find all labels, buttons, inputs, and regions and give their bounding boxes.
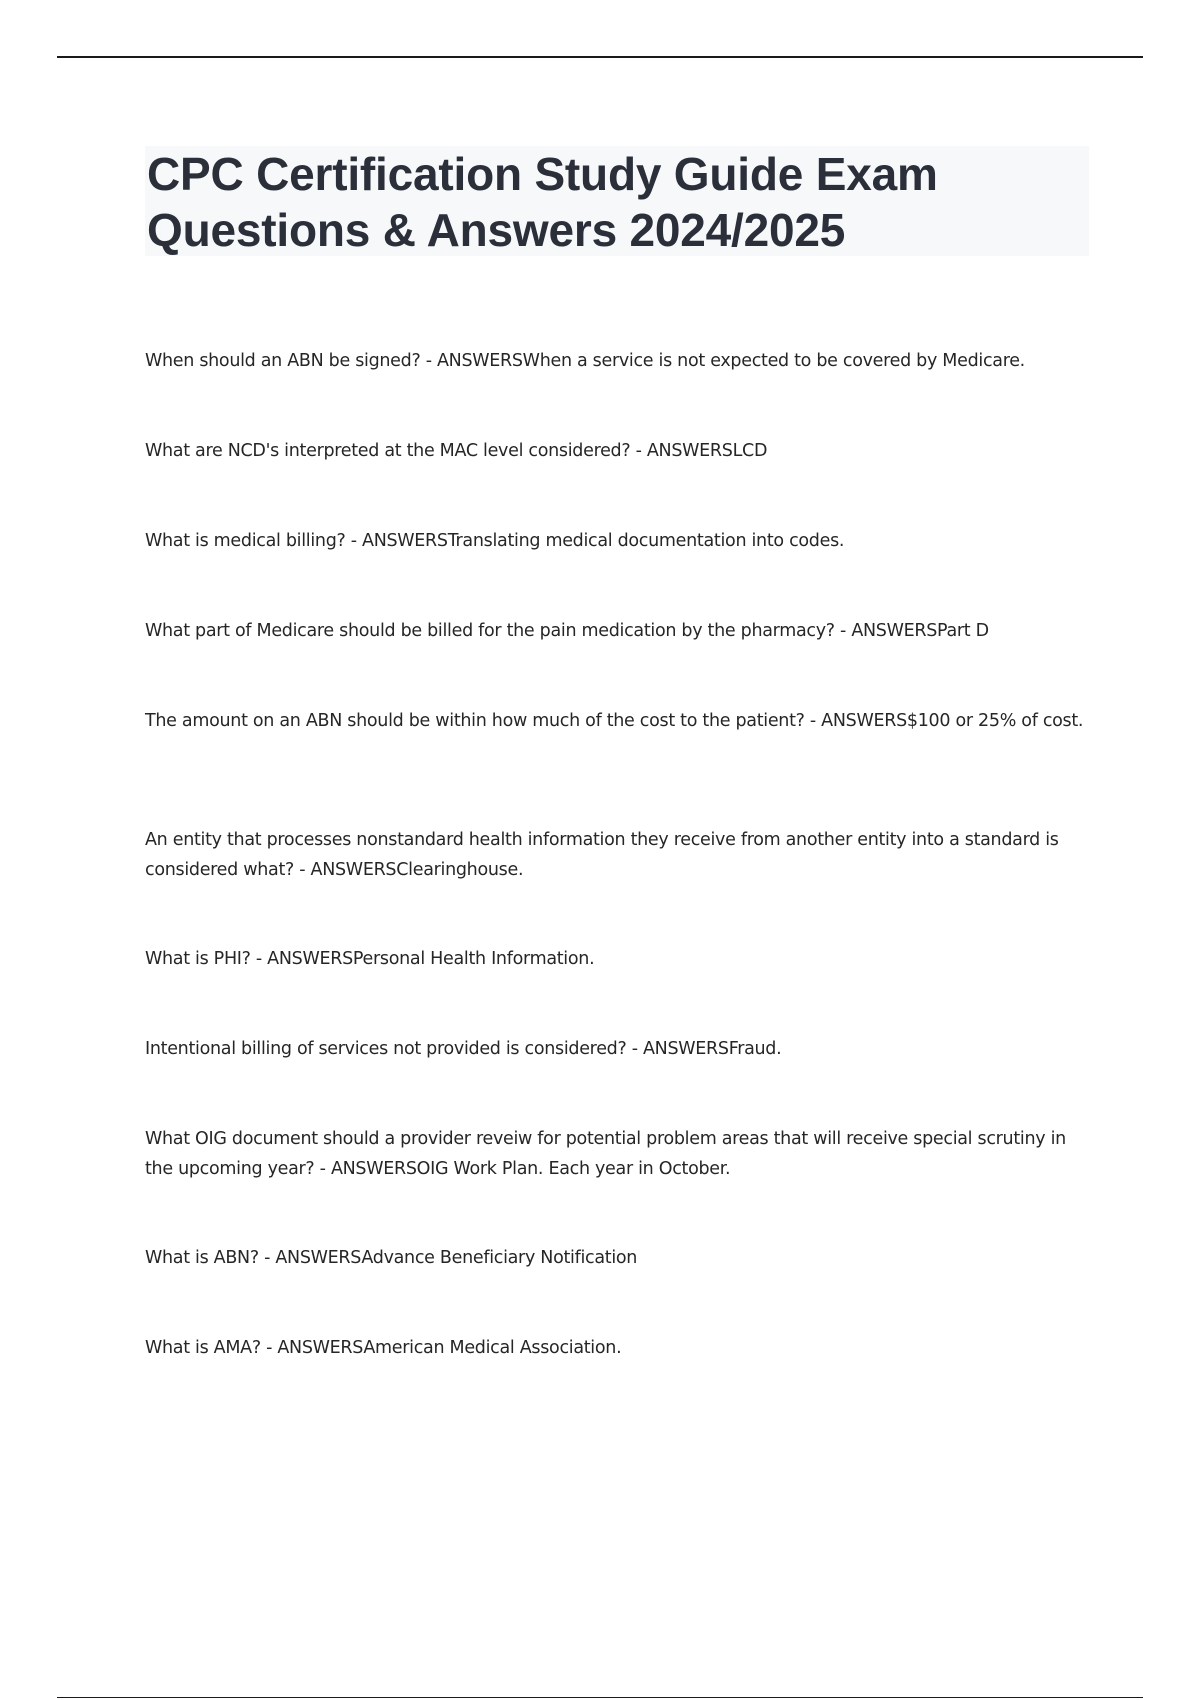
qa-item: What is PHI? - ANSWERSPersonal Health Information. bbox=[145, 949, 595, 969]
qa-item: What OIG document should a provider reveiw for potential problem areas that will receive special scrutiny in the upcoming year? - ANSWERSOIG Work Plan. Each year in October. bbox=[145, 1129, 1066, 1179]
qa-item: What is AMA? - ANSWERSAmerican Medical Association. bbox=[145, 1338, 622, 1358]
qa-item: Intentional billing of services not provided is considered? - ANSWERSFraud. bbox=[145, 1039, 782, 1059]
qa-list bbox=[145, 346, 1085, 1423]
qa-item: An entity that processes nonstandard health information they receive from another entity into a standard is considered what? - ANSWERSClearinghouse. bbox=[145, 830, 1059, 880]
title-block bbox=[145, 146, 1089, 256]
qa-item: The amount on an ABN should be within how much of the cost to the patient? - ANSWERS$100 or 25% of cost. bbox=[145, 711, 1084, 731]
top-rule bbox=[57, 56, 1143, 58]
qa-item: What is ABN? - ANSWERSAdvance Beneficiary Notification bbox=[145, 1248, 638, 1268]
qa-item: What part of Medicare should be billed for the pain medication by the pharmacy? - ANSWERSPart D bbox=[145, 621, 989, 641]
qa-item: When should an ABN be signed? - ANSWERSWhen a service is not expected to be covered by Medicare. bbox=[145, 351, 1025, 371]
bottom-rule bbox=[57, 1697, 1143, 1698]
title-line-2: Questions & Answers 2024/2025 bbox=[147, 204, 846, 256]
document-title bbox=[145, 146, 1089, 258]
title-line-1: CPC Certification Study Guide Exam bbox=[147, 148, 938, 200]
qa-item: What is medical billing? - ANSWERSTranslating medical documentation into codes. bbox=[145, 531, 845, 551]
qa-item: What are NCD's interpreted at the MAC level considered? - ANSWERSLCD bbox=[145, 441, 768, 461]
